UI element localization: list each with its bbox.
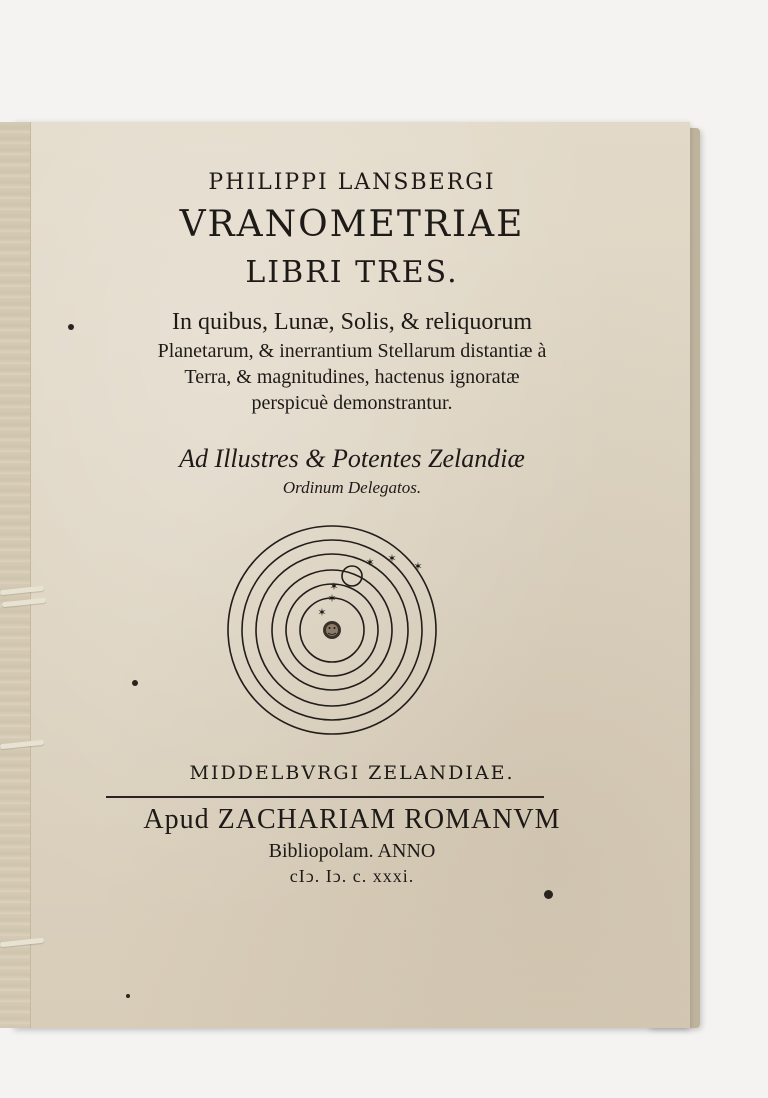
planet-star-5: ✶ (387, 552, 397, 565)
foxing-spot (544, 890, 553, 899)
dedication-line1: Ad Illustres & Potentes Zelandiæ (179, 444, 525, 473)
planet-star-1: ✶ (327, 592, 337, 605)
imprint-line3: cIↄ. Iↄ. c. xxxi. (289, 866, 415, 886)
planet-star-4: ✶ (365, 556, 375, 569)
sun-icon (323, 621, 341, 639)
foxing-spot (68, 324, 74, 330)
foxing-spot (132, 680, 138, 686)
dedication-line2: Ordinum Delegatos. (282, 478, 422, 497)
imprint-line2: Bibliopolam. ANNO (268, 840, 436, 862)
horizontal-rule (106, 796, 544, 798)
planet-star-3: ✶ (329, 580, 339, 593)
book-title-line1: VRANOMETRIAE (179, 204, 525, 245)
place-of-publication: MIDDELBVRGI ZELANDIAE. (189, 762, 515, 784)
author-name: PHILIPPI LANSBERGI (208, 170, 496, 195)
book-title-line2: LIBRI TRES. (245, 255, 459, 290)
subtitle-line3: Terra, & magnitudines, hactenus ignoratæ (184, 366, 520, 388)
heliocentric-orbits-woodcut (224, 520, 444, 740)
planet-star-2: ✶ (317, 606, 327, 619)
binding-strip (0, 122, 31, 1028)
subtitle-line4: perspicuè demonstrantur. (251, 392, 453, 414)
subtitle-line2: Planetarum, & inerrantium Stellarum distantiæ à (157, 340, 547, 362)
title-page (14, 122, 690, 1028)
planet-star-6: ✶ (413, 560, 423, 573)
foxing-spot (126, 994, 130, 998)
subtitle-line1: In quibus, Lunæ, Solis, & reliquorum (172, 309, 532, 335)
imprint-line1: Apud ZACHARIAM ROMANVM (143, 804, 561, 835)
